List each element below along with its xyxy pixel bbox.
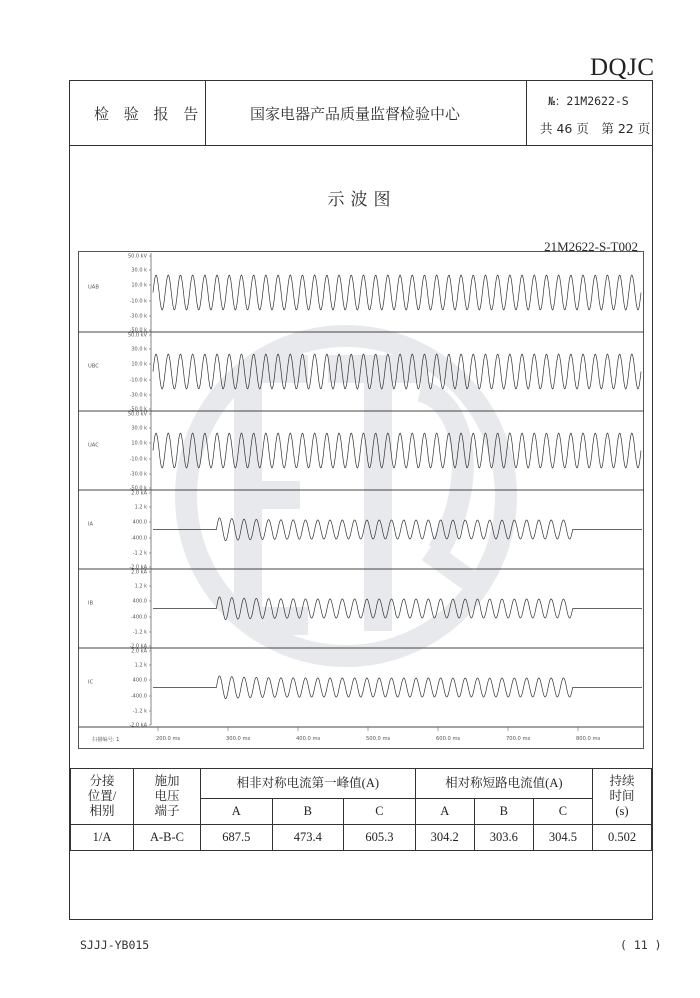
tick-label: -2.0 kA [129, 643, 147, 650]
page-title: 示波图 [327, 190, 397, 210]
waveform-ic [153, 676, 642, 699]
tick-label: 10.0 k [131, 361, 147, 368]
tick-label: -400.0 [130, 693, 147, 700]
oscillogram [78, 251, 644, 749]
tick-label: 2.0 kA [131, 569, 147, 576]
tick-label: -1.2 k [132, 629, 147, 636]
tick-label: -50.0 k [129, 327, 147, 334]
table-row [71, 825, 652, 851]
time-tick-label: 700.0 ms [506, 736, 531, 742]
results-table [70, 768, 654, 851]
tick-label: -10.0 k [129, 377, 147, 384]
time-tick-label: 400.0 ms [296, 736, 321, 742]
cell-peak-b: 473.4 [272, 825, 344, 851]
tick-label: -30.0 k [129, 392, 147, 399]
tick-label: 10.0 k [131, 282, 147, 289]
tick-label: 400.0 [132, 598, 147, 605]
tick-label: -10.0 k [129, 298, 147, 305]
tick-label: 50.0 kV [127, 332, 147, 339]
time-tick-label: 200.0 ms [156, 736, 181, 742]
report-frame [69, 80, 653, 920]
header-divider [205, 81, 206, 145]
channel-label: IC [88, 679, 94, 686]
tick-label: 30.0 k [131, 425, 147, 432]
peak-phase-b: B [272, 799, 344, 825]
tick-label: -2.0 kA [129, 722, 147, 729]
waveform-uac [153, 433, 641, 468]
channel-label: UBC [88, 363, 99, 370]
cell-tap: 1/A [71, 825, 134, 851]
duration-header: 持续 时间 (s) [593, 769, 652, 825]
page-mark: ( 11 ) [620, 938, 662, 952]
header-rule [70, 145, 652, 146]
tick-label: -400.0 [130, 535, 147, 542]
tick-label: 30.0 k [131, 346, 147, 353]
header-divider [526, 81, 527, 145]
cell-peak-a: 687.5 [201, 825, 273, 851]
tick-label: 400.0 [132, 519, 147, 526]
cell-peak-c: 605.3 [344, 825, 416, 851]
voltage-terminal-header: 施加 电压 端子 [134, 769, 201, 825]
tick-label: -10.0 k [129, 456, 147, 463]
tick-label: -50.0 k [129, 485, 147, 492]
channel-label: UAC [88, 442, 99, 449]
tick-label: 1.2 k [134, 504, 147, 511]
tick-label: 10.0 k [131, 440, 147, 447]
tick-label: -400.0 [130, 614, 147, 621]
peak-phase-a: A [201, 799, 273, 825]
tick-label: -1.2 k [132, 708, 147, 715]
time-tick-label: 800.0 ms [576, 736, 601, 742]
symmetric-current-header: 相对称短路电流值(A) [415, 769, 592, 799]
cell-voltage: A-B-C [134, 825, 201, 851]
tick-label: -30.0 k [129, 471, 147, 478]
waveform-ia [153, 518, 642, 541]
time-tick-label: 600.0 ms [436, 736, 461, 742]
tick-label: -30.0 k [129, 313, 147, 320]
channel-label: IB [88, 600, 94, 607]
tick-label: 50.0 kV [127, 411, 147, 418]
institution-name: 国家电器产品质量监督检验中心 [250, 105, 461, 123]
tap-position-header: 分接 位置/ 相别 [71, 769, 134, 825]
tick-label: 2.0 kA [131, 490, 147, 497]
cell-duration: 0.502 [593, 825, 652, 851]
waveform-uab [153, 275, 641, 310]
tick-label: 2.0 kA [131, 648, 147, 655]
peak-phase-c: C [344, 799, 416, 825]
scan-number: 扫描编号: 1 [92, 737, 120, 743]
tick-label: 50.0 kV [127, 253, 147, 260]
page-count: 共 46 页 第 22 页 [540, 121, 651, 136]
report-number: №：21M2622-S [548, 94, 629, 108]
tick-label: -1.2 k [132, 550, 147, 557]
rms-phase-b: B [474, 799, 533, 825]
oscillogram-id: 21M2622-S-T002 [544, 239, 638, 254]
cell-rms-c: 304.5 [533, 825, 592, 851]
tick-label: 400.0 [132, 677, 147, 684]
report-label: 检 验 报 告 [94, 105, 204, 123]
brand-mark: DQJC [590, 54, 655, 81]
tick-label: -2.0 kA [129, 564, 147, 571]
peak-current-header: 相非对称电流第一峰值(A) [201, 769, 416, 799]
rms-phase-c: C [533, 799, 592, 825]
time-tick-label: 500.0 ms [366, 736, 391, 742]
rms-phase-a: A [415, 799, 474, 825]
tick-label: 1.2 k [134, 662, 147, 669]
cell-rms-a: 304.2 [415, 825, 474, 851]
cell-rms-b: 303.6 [474, 825, 533, 851]
channel-label: UAB [88, 284, 99, 291]
form-code: SJJJ-YB015 [80, 938, 150, 952]
tick-label: 30.0 k [131, 267, 147, 274]
tick-label: -50.0 k [129, 406, 147, 413]
time-tick-label: 300.0 ms [226, 736, 251, 742]
channel-label: IA [88, 521, 94, 528]
tick-label: 1.2 k [134, 583, 147, 590]
